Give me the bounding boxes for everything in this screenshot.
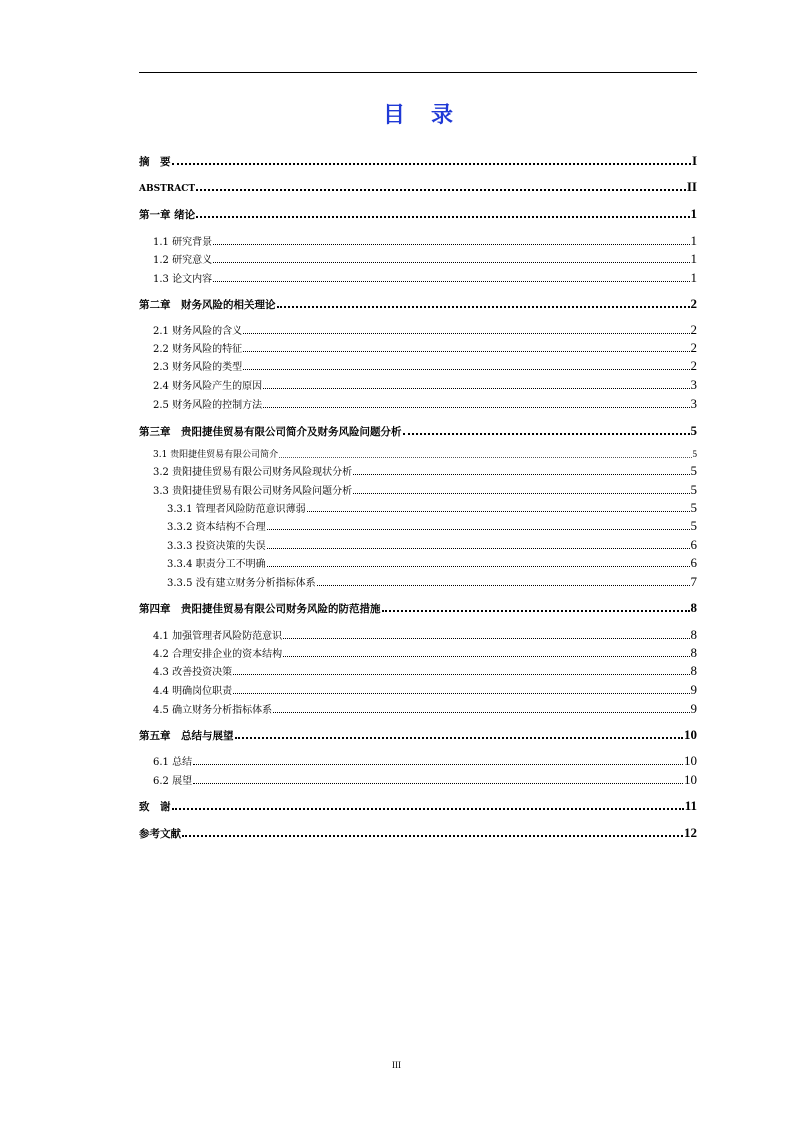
toc-entry-chapter-2[interactable]: 第二章 财务风险的相关理论 2 [139, 296, 697, 311]
toc-entry-3-3[interactable]: 3.3 贵阳捷佳贸易有限公司财务风险问题分析 5 [153, 482, 697, 497]
title-char-2: 录 [431, 103, 454, 128]
toc-entry-4-2[interactable]: 4.2 合理安排企业的资本结构 8 [153, 645, 697, 660]
toc-entry-chapter-4[interactable]: 第四章 贵阳捷佳贸易有限公司财务风险的防范措施 8 [139, 600, 697, 615]
toc-entry-chapter-1[interactable]: 第一章 绪论 1 [139, 206, 697, 221]
toc-entry-6-2[interactable]: 6.2 展望 10 [153, 772, 697, 787]
title-char-1: 目 [382, 103, 405, 128]
toc-entry-6-1[interactable]: 6.1 总结 10 [153, 753, 697, 768]
toc-entry-3-1[interactable]: 3.1 贵阳捷佳贸易有限公司简介 5 [153, 449, 697, 460]
toc-entry-abstract-en[interactable]: ABSTRACT II [139, 179, 697, 194]
toc-entry-chapter-3[interactable]: 第三章 贵阳捷佳贸易有限公司简介及财务风险问题分析 5 [139, 423, 697, 438]
toc-entry-1-3[interactable]: 1.3 论文内容 1 [153, 270, 697, 285]
toc-entry-acknowledgements[interactable]: 致 谢 11 [139, 798, 697, 813]
header-rule [139, 72, 697, 73]
toc-entry-chapter-5[interactable]: 第五章 总结与展望 10 [139, 727, 697, 742]
page-number: III [392, 1060, 401, 1070]
toc-entry-2-1[interactable]: 2.1 财务风险的含义 2 [153, 322, 697, 337]
toc-entry-2-2[interactable]: 2.2 财务风险的特征 2 [153, 340, 697, 355]
toc-entry-3-3-5[interactable]: 3.3.5 没有建立财务分析指标体系 7 [167, 574, 697, 589]
toc-entry-3-3-2[interactable]: 3.3.2 资本结构不合理 5 [167, 518, 697, 533]
toc-entry-4-5[interactable]: 4.5 确立财务分析指标体系 9 [153, 701, 697, 716]
toc-entry-4-3[interactable]: 4.3 改善投资决策 8 [153, 663, 697, 678]
toc-entry-3-2[interactable]: 3.2 贵阳捷佳贸易有限公司财务风险现状分析 5 [153, 463, 697, 478]
toc-entry-references[interactable]: 参考文献 12 [139, 825, 697, 840]
toc-entry-3-3-3[interactable]: 3.3.3 投资决策的失误 6 [167, 537, 697, 552]
toc-entry-1-2[interactable]: 1.2 研究意义 1 [153, 251, 697, 266]
toc-entry-2-5[interactable]: 2.5 财务风险的控制方法 3 [153, 396, 697, 411]
toc-entry-4-1[interactable]: 4.1 加强管理者风险防范意识 8 [153, 627, 697, 642]
page-title [139, 98, 697, 129]
toc-entry-3-3-1[interactable]: 3.3.1 管理者风险防范意识薄弱 5 [167, 500, 697, 515]
toc-entry-1-1[interactable]: 1.1 研究背景 1 [153, 233, 697, 248]
toc-entry-2-3[interactable]: 2.3 财务风险的类型 2 [153, 358, 697, 373]
toc-entry-3-3-4[interactable]: 3.3.4 职责分工不明确 6 [167, 555, 697, 570]
toc-entry-4-4[interactable]: 4.4 明确岗位职责 9 [153, 682, 697, 697]
toc-entry-abstract-cn[interactable]: 摘 要 I [139, 153, 697, 168]
toc-entry-2-4[interactable]: 2.4 财务风险产生的原因 3 [153, 377, 697, 392]
